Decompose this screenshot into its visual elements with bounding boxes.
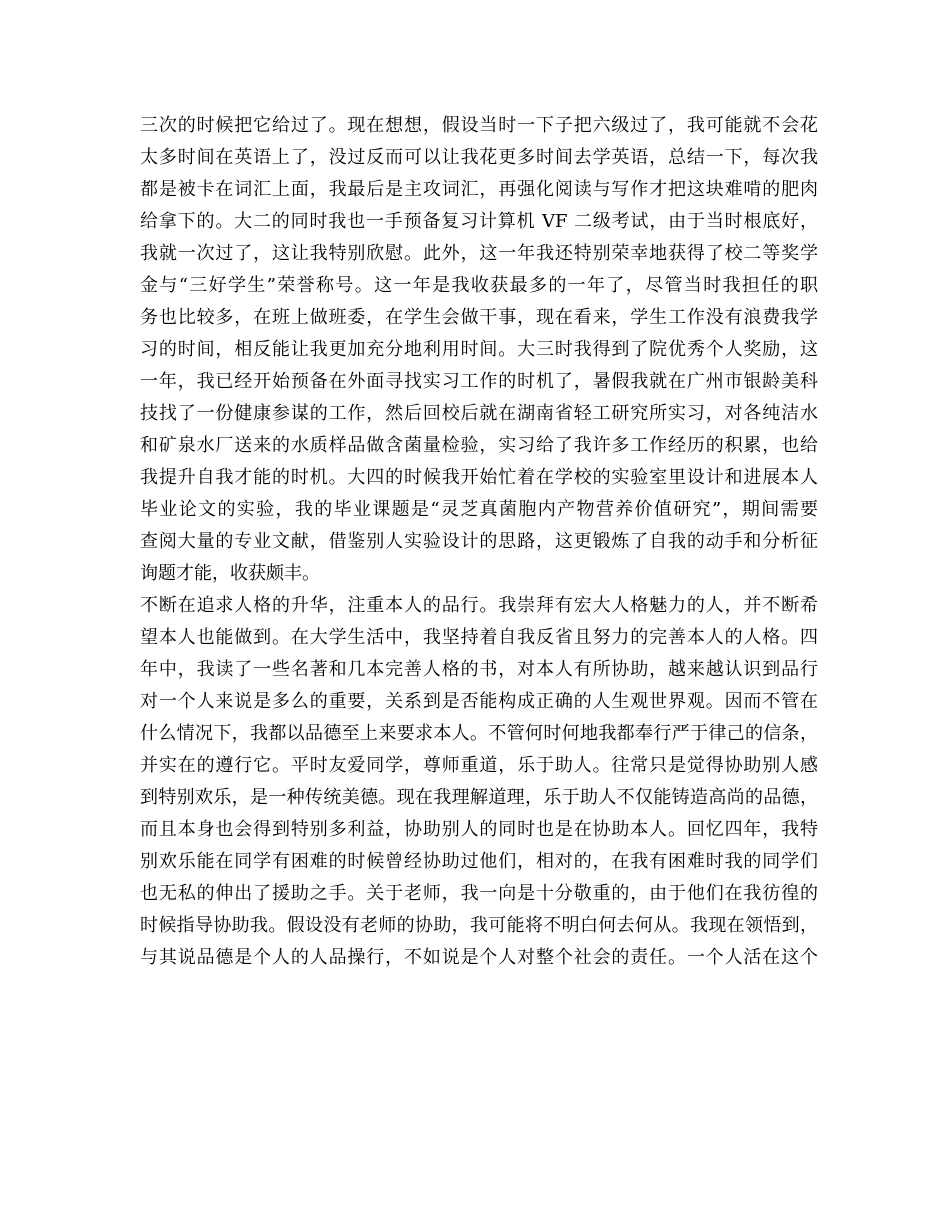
text-line: 到特别欢乐，是一种传统美德。现在我理解道理，乐于助人不仅能铸造高尚的品德， bbox=[140, 787, 818, 808]
text-line: 别欢乐能在同学有困难的时候曾经协助过他们，相对的，在我有困难时我的同学们 bbox=[140, 851, 818, 872]
text-line: 给拿下的。大二的同时我也一手预备复习计算机 VF 二级考试，由于当时根底好， bbox=[140, 211, 818, 232]
text-line: 习的时间，相反能让我更加充分地利用时间。大三时我得到了院优秀个人奖励，这 bbox=[140, 339, 818, 360]
text-line: 三次的时候把它给过了。现在想想，假设当时一下子把六级过了，我可能就不会花 bbox=[140, 115, 818, 136]
text-line: 询题才能，收获颇丰。 bbox=[140, 563, 320, 584]
text-line: 一年，我已经开始预备在外面寻找实习工作的时机了，暑假我就在广州市银龄美科 bbox=[140, 371, 818, 392]
text-line: 查阅大量的专业文献，借鉴别人实验设计的思路，这更锻炼了自我的动手和分析征 bbox=[140, 531, 818, 552]
text-line: 与其说品德是个人的人品操行，不如说是个人对整个社会的责任。一个人活在这个 bbox=[140, 947, 818, 968]
text-line: 毕业论文的实验，我的毕业课题是“灵芝真菌胞内产物营养价值研究”，期间需要 bbox=[140, 499, 818, 520]
text-line: 年中，我读了一些名著和几本完善人格的书，对本人有所协助，越来越认识到品行 bbox=[140, 659, 818, 680]
document-body bbox=[140, 110, 818, 974]
text-line: 务也比较多，在班上做班委，在学生会做干事，现在看来，学生工作没有浪费我学 bbox=[140, 307, 818, 328]
text-line: 并实在的遵行它。平时友爱同学，尊师重道，乐于助人。往常只是觉得协助别人感 bbox=[140, 755, 818, 776]
text-line: 而且本身也会得到特别多利益，协助别人的同时也是在协助本人。回忆四年，我特 bbox=[140, 819, 818, 840]
text-line: 也无私的伸出了援助之手。关于老师，我一向是十分敬重的，由于他们在我彷徨的 bbox=[140, 883, 818, 904]
text-line: 我就一次过了，这让我特别欣慰。此外，这一年我还特别荣幸地获得了校二等奖学 bbox=[140, 243, 818, 264]
text-line: 对一个人来说是多么的重要，关系到是否能构成正确的人生观世界观。因而不管在 bbox=[140, 691, 818, 712]
text-line: 都是被卡在词汇上面，我最后是主攻词汇，再强化阅读与写作才把这块难啃的肥肉 bbox=[140, 179, 818, 200]
text-line: 望本人也能做到。在大学生活中，我坚持着自我反省且努力的完善本人的人格。四 bbox=[140, 627, 818, 648]
text-line: 时候指导协助我。假设没有老师的协助，我可能将不明白何去何从。我现在领悟到， bbox=[140, 915, 818, 936]
text-line: 金与“三好学生”荣誉称号。这一年是我收获最多的一年了，尽管当时我担任的职 bbox=[140, 275, 818, 296]
text-line: 技找了一份健康参谋的工作，然后回校后就在湖南省轻工研究所实习，对各纯洁水 bbox=[140, 403, 818, 424]
text-line: 和矿泉水厂送来的水质样品做含菌量检验，实习给了我许多工作经历的积累，也给 bbox=[140, 435, 818, 456]
text-line: 不断在追求人格的升华，注重本人的品行。我崇拜有宏大人格魅力的人，并不断希 bbox=[140, 595, 818, 616]
text-line: 什么情况下，我都以品德至上来要求本人。不管何时何地我都奉行严于律己的信条， bbox=[140, 723, 818, 744]
text-line: 我提升自我才能的时机。大四的时候我开始忙着在学校的实验室里设计和进展本人 bbox=[140, 467, 818, 488]
text-line: 太多时间在英语上了，没过反而可以让我花更多时间去学英语，总结一下，每次我 bbox=[140, 147, 818, 168]
